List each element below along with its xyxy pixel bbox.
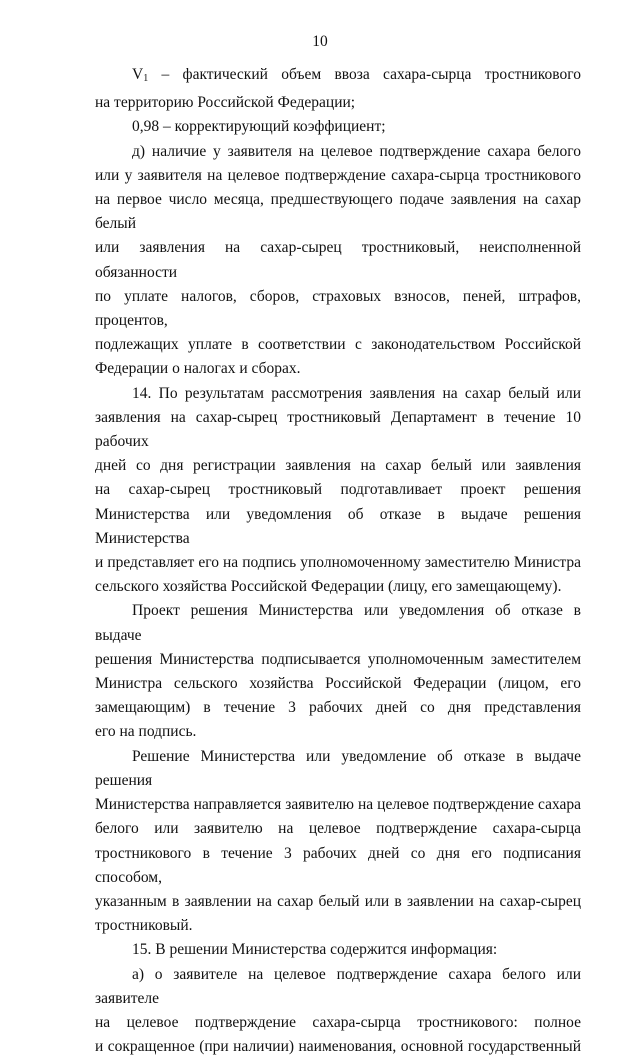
text-line: белого или заявителю на целевое подтверждение сахара-сырца	[95, 820, 581, 838]
text-line: Министерства или уведомления об отказе в выдаче решения Министерства	[95, 505, 581, 547]
text-line: тростникового в течение 3 рабочих дней со дня его подписания способом,	[95, 844, 581, 886]
text-fragment: V	[132, 66, 144, 83]
text-line: указанным в заявлении на сахар белый или в заявлении на сахар-сырец	[95, 892, 581, 910]
text-line: Проект решения Министерства или уведомления об отказе в выдаче	[95, 602, 581, 644]
text-line: сельского хозяйства Российской Федерации (лицу, его замещающему).	[95, 578, 562, 596]
document-body	[95, 63, 581, 1059]
text-line: заявления на сахар-сырец тростниковый Департамент в течение 10 рабочих	[95, 408, 581, 451]
text-line: д) наличие у заявителя на целевое подтверждение сахара белого	[132, 142, 581, 160]
text-fragment: – фактический объем ввоза сахара-сырца тростникового	[148, 66, 581, 83]
text-line: а) о заявителе на целевое подтверждение сахара белого или заявителе	[95, 965, 581, 1007]
text-line: Решение Министерства или уведомление об отказе в выдаче решения	[95, 747, 581, 789]
text-line: и сокращенное (при наличии) наименования, основной государственный	[95, 1038, 581, 1056]
text-line: его на подпись.	[95, 723, 197, 741]
text-line: 15. В решении Министерства содержится информация:	[132, 941, 498, 959]
text-line: или у заявителя на целевое подтверждение сахара-сырца тростникового	[95, 166, 581, 184]
text-line: Министерства направляется заявителю на целевое подтверждение сахара	[95, 796, 581, 814]
text-line: по уплате налогов, сборов, страховых взносов, пеней, штрафов, процентов,	[95, 287, 581, 330]
text-line: подлежащих уплате в соответствии с законодательством Российской	[95, 336, 581, 354]
text-line: или заявления на сахар-сырец тростниковый, неисполненной обязанности	[95, 239, 581, 281]
text-line: 0,98 – корректирующий коэффициент;	[132, 118, 386, 136]
text-line: на территорию Российской Федерации;	[95, 94, 356, 112]
text-line: 14. По результатам рассмотрения заявления на сахар белый или	[132, 384, 581, 402]
text-line: и представляет его на подпись уполномоченному заместителю Министра	[95, 554, 581, 572]
text-line: тростниковый.	[95, 917, 193, 935]
text-line: на первое число месяца, предшествующего подаче заявления на сахар белый	[95, 191, 581, 233]
text-line: дней со дня регистрации заявления на сахар белый или заявления	[95, 457, 581, 475]
text-line: на сахар-сырец тростниковый подготавливает проект решения	[95, 481, 581, 499]
text-line: на целевое подтверждение сахара-сырца тростникового: полное	[95, 1013, 581, 1031]
text-line: замещающим) в течение 3 рабочих дней со дня представления	[95, 699, 581, 717]
subscript: 1	[143, 73, 149, 84]
text-line	[95, 63, 581, 91]
page-number: 10	[312, 33, 328, 50]
text-line: решения Министерства подписывается уполномоченным заместителем	[95, 650, 581, 668]
text-line: Федерации о налогах и сборах.	[95, 360, 301, 378]
text-line: Министра сельского хозяйства Российской Федерации (лицом, его	[95, 675, 581, 693]
